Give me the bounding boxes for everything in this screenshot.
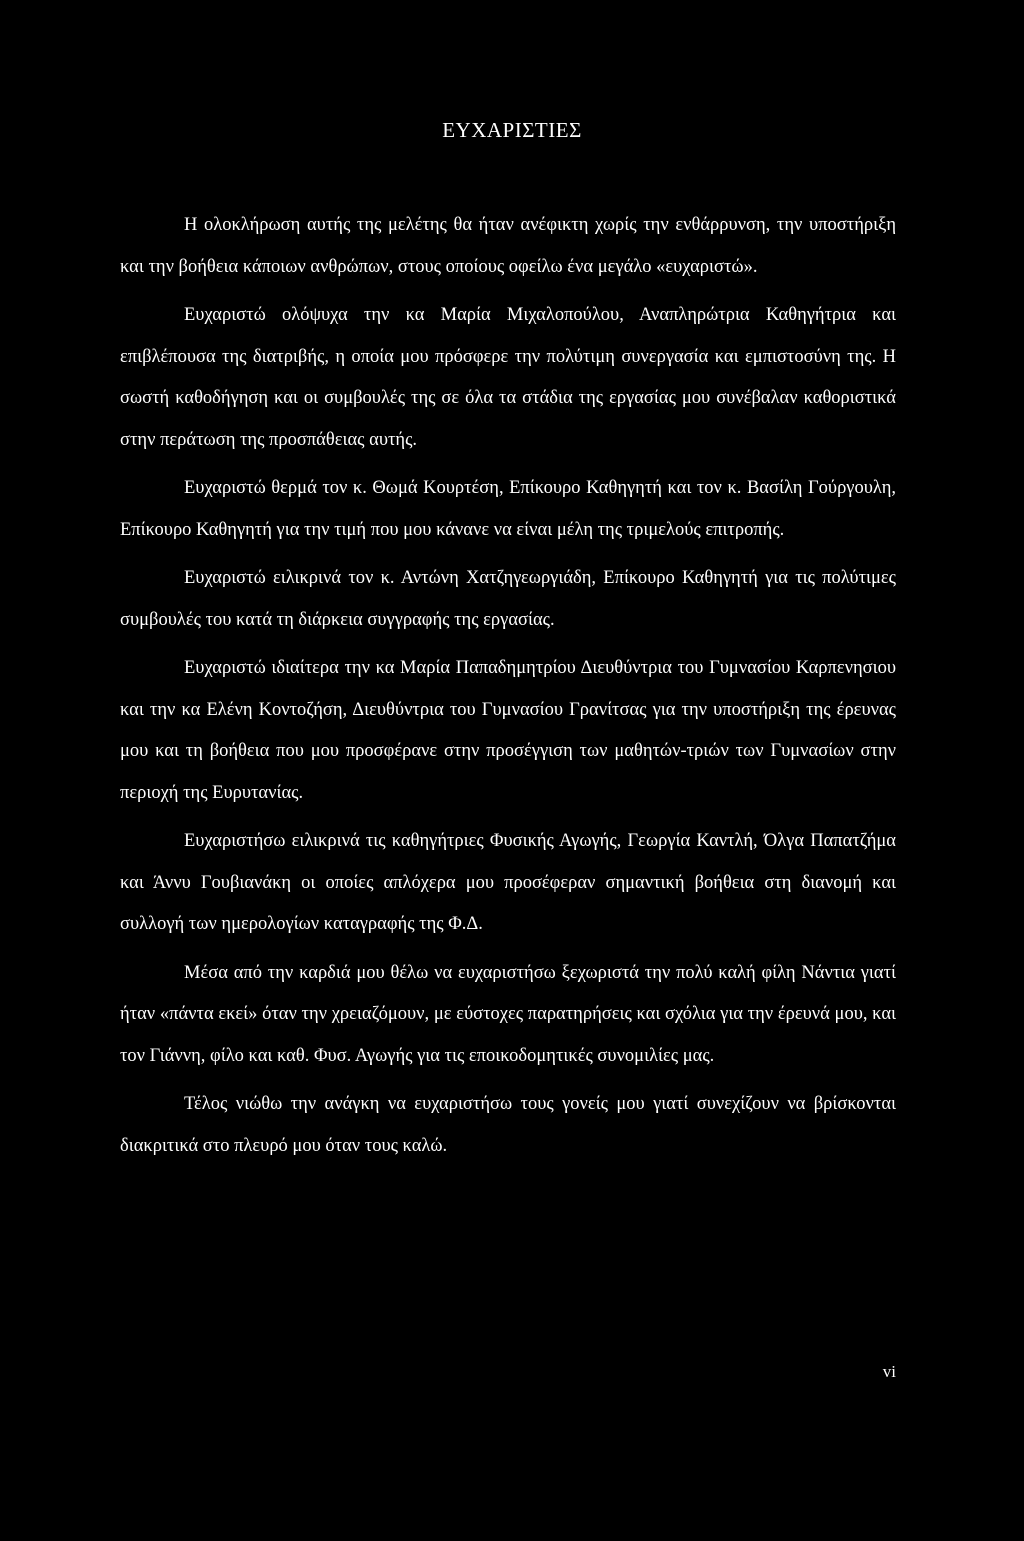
paragraph-teachers: Ευχαριστήσω ειλικρινά τις καθηγήτριες Φυσικής Αγωγής, Γεωργία Καντλή, Όλγα Παπατζήμα και Άννυ Γουβιανάκη οι οποίες απλόχερα μου προσέφεραν σημαντική βοήθεια στη διανομή και συλλογή των ημερολογίων καταγραφής της Φ.Δ. — [120, 831, 896, 934]
page-number: vi — [882, 1362, 896, 1381]
paragraph-intro: Η ολοκλήρωση αυτής της μελέτης θα ήταν ανέφικτη χωρίς την ενθάρρυνση, την υποστήριξη και την βοήθεια κάποιων ανθρώπων, στους οποίους οφείλω ένα μεγάλο «ευχαριστώ». — [120, 215, 896, 277]
paragraph-friends: Μέσα από την καρδιά μου θέλω να ευχαριστήσω ξεχωριστά την πολύ καλή φίλη Νάντια γιατί ήταν «πάντα εκεί» όταν την χρειαζόμουν, με εύστοχες παρατηρήσεις και σχόλια για την έρευνά μου, και τον Γιάννη, φίλο και καθ. Φυσ. Αγωγής για τις εποικοδομητικές συνομιλίες μας. — [120, 962, 896, 1066]
paragraph-schools: Ευχαριστώ ιδιαίτερα την κα Μαρία Παπαδημητρίου Διευθύντρια του Γυμνασίου Καρπενησιου και την κα Ελένη Κοντοζήση, Διευθύντρια του Γυμνασίου Γρανίτσας για την υποστήριξη της έρευνας μου και τη βοήθεια που μου προσφέρανε στην προσέγγιση των μαθητών-τριών των Γυμνασίων στην περιοχή της Ευρυτανίας. — [120, 658, 896, 803]
paragraph-advice: Ευχαριστώ ειλικρινά τον κ. Αντώνη Χατζηγεωργιάδη, Επίκουρο Καθηγητή για τις πολύτιμες συμβουλές του κατά τη διάρκεια συγγραφής της εργασίας. — [120, 568, 896, 630]
paragraph-supervisor: Ευχαριστώ ολόψυχα την κα Μαρία Μιχαλοπούλου, Αναπληρώτρια Καθηγήτρια και επιβλέπουσα της διατριβής, η οποία μου πρόσφερε την πολύτιμη συνεργασία και εμπιστοσύνη της. Η σωστή καθοδήγηση και οι συμβουλές της σε όλα τα στάδια της εργασίας μου συνέβαλαν καθοριστικά στην περάτωση της προσπάθειας αυτής. — [120, 305, 896, 450]
paragraph-parents: Τέλος νιώθω την ανάγκη να ευχαριστήσω τους γονείς μου γιατί συνεχίζουν να βρίσκονται διακριτικά στο πλευρό μου όταν τους καλώ. — [120, 1094, 896, 1156]
document-body — [120, 205, 896, 1174]
paragraph-committee: Ευχαριστώ θερμά τον κ. Θωμά Κουρτέση, Επίκουρο Καθηγητή και τον κ. Βασίλη Γούργουλη, Επίκουρο Καθηγητή για την τιμή που μου κάνανε να είναι μέλη της τριμελούς επιτροπής. — [120, 478, 896, 540]
page-title: ΕΥΧΑΡΙΣΤΙΕΣ — [442, 118, 582, 142]
